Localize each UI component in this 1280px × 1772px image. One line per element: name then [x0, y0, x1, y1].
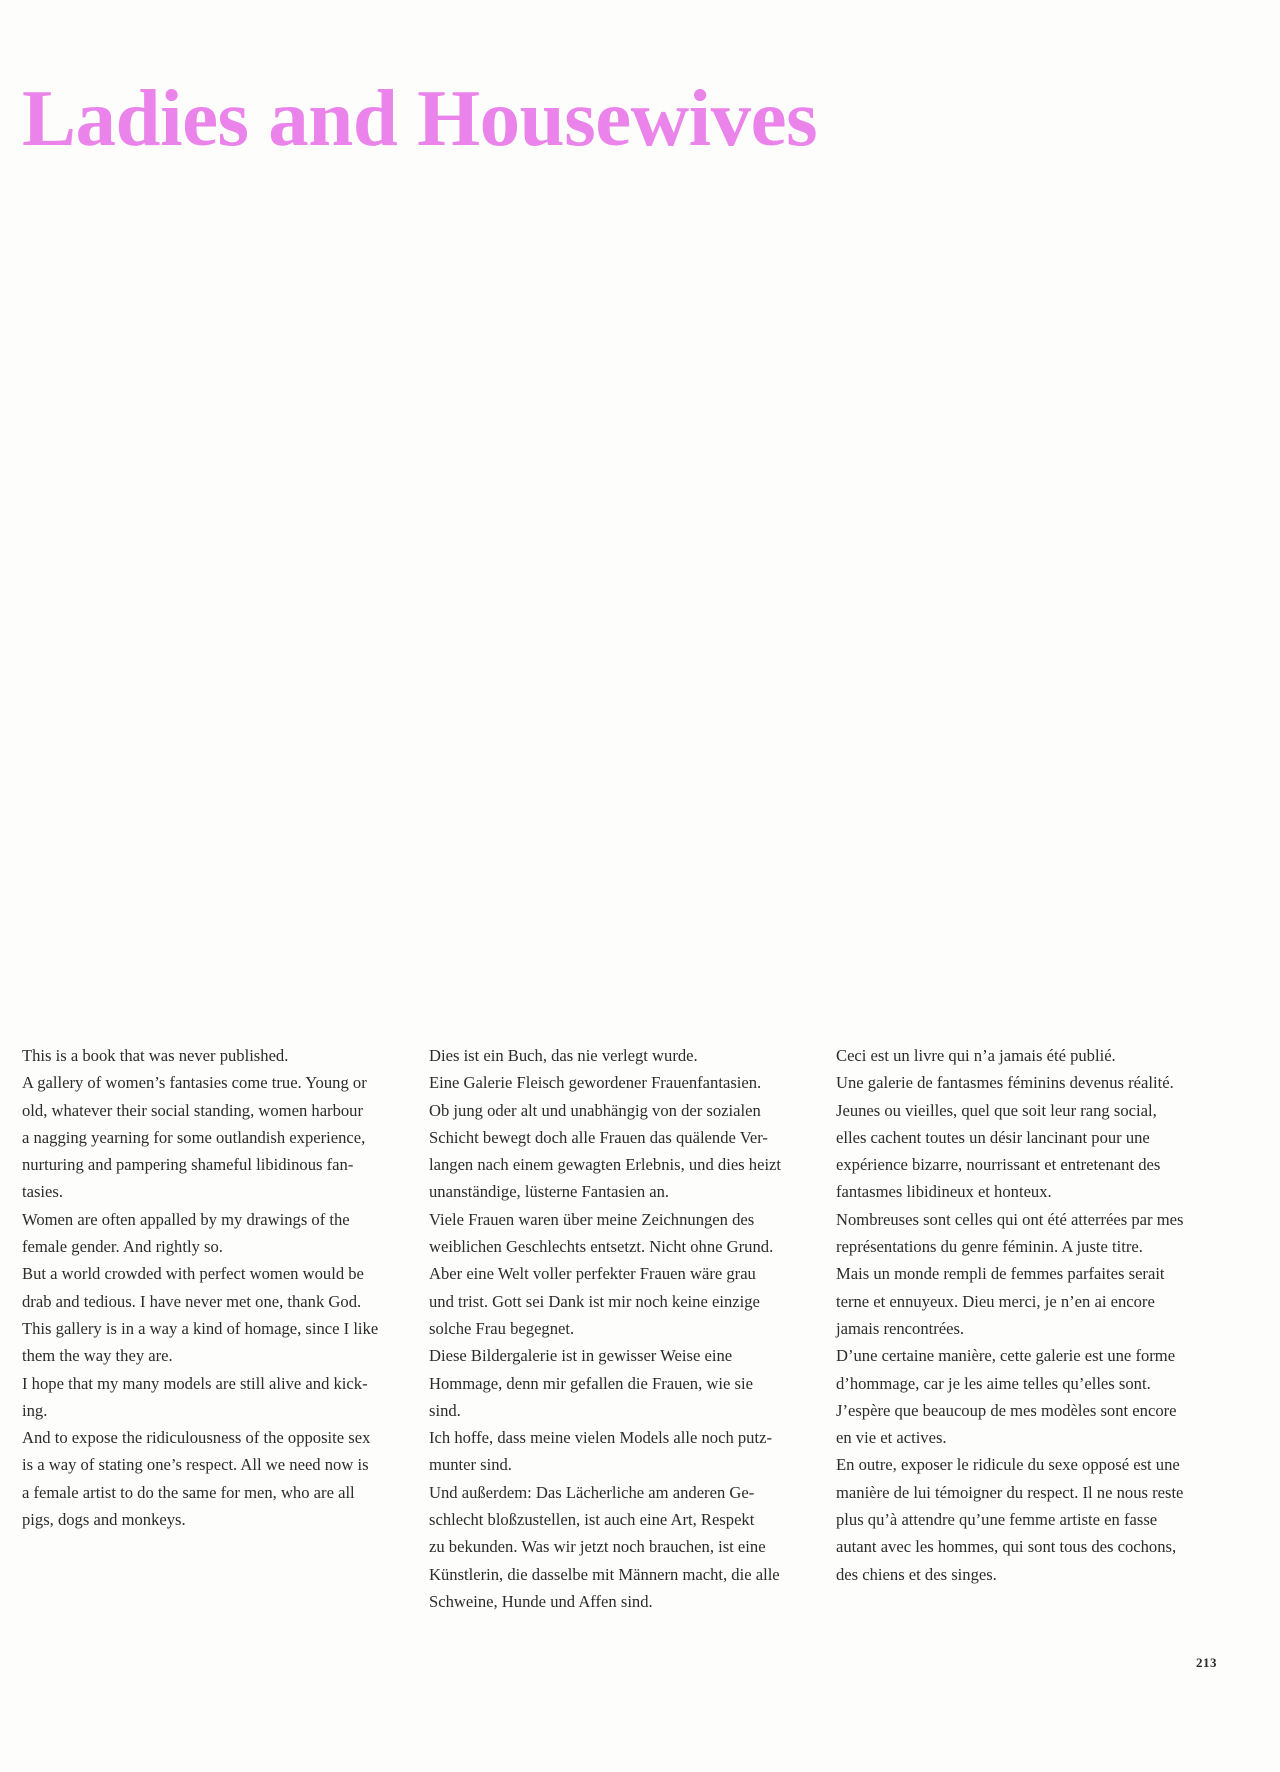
page-title: Ladies and Housewives — [22, 73, 818, 163]
text-line: Schweine, Hunde und Affen sind. — [429, 1591, 653, 1611]
text-line: Ich hoffe, dass meine vielen Models alle noch putz- — [429, 1428, 772, 1448]
text-line: solche Frau begegnet. — [429, 1318, 575, 1338]
text-line: fantasmes libidineux et honteux. — [836, 1182, 1052, 1202]
english-text-column — [22, 1042, 407, 1533]
text-line: And to expose the ridiculousness of the opposite sex — [22, 1428, 371, 1448]
text-line: Schicht bewegt doch alle Frauen das quälende Ver- — [429, 1127, 768, 1147]
text-line: Women are often appalled by my drawings of the — [22, 1209, 350, 1229]
text-line: elles cachent toutes un désir lancinant pour une — [836, 1127, 1150, 1147]
text-line: plus qu’à attendre qu’une femme artiste en fasse — [836, 1510, 1158, 1530]
text-line: Nombreuses sont celles qui ont été atterrées par mes — [836, 1209, 1184, 1229]
text-line: is a way of stating one’s respect. All we need now is — [22, 1455, 369, 1475]
text-line: female gender. And rightly so. — [22, 1237, 223, 1257]
text-line: ing. — [22, 1400, 48, 1420]
text-line: und trist. Gott sei Dank ist mir noch keine einzige — [429, 1291, 760, 1311]
text-line: Künstlerin, die dasselbe mit Männern macht, die alle — [429, 1564, 780, 1584]
text-line: des chiens et des singes. — [836, 1564, 997, 1584]
text-line: Dies ist ein Buch, das nie verlegt wurde. — [429, 1046, 698, 1065]
text-line: Viele Frauen waren über meine Zeichnungen des — [429, 1209, 755, 1229]
text-line: zu bekunden. Was wir jetzt noch brauchen, ist eine — [429, 1537, 766, 1557]
text-line: d’hommage, car je les aime telles qu’elles sont. — [836, 1373, 1151, 1393]
german-text-column — [429, 1042, 814, 1615]
text-line: Ceci est un livre qui n’a jamais été publié. — [836, 1046, 1116, 1065]
text-line: langen nach einem gewagten Erlebnis, und dies heizt — [429, 1155, 782, 1175]
text-line: nurturing and pampering shameful libidinous fan- — [22, 1155, 354, 1175]
text-line: expérience bizarre, nourrissant et entretenant des — [836, 1155, 1161, 1175]
text-line: en vie et actives. — [836, 1428, 947, 1448]
text-line: a nagging yearning for some outlandish experience, — [22, 1127, 366, 1147]
text-line: manière de lui témoigner du respect. Il ne nous reste — [836, 1482, 1184, 1502]
text-line: Und außerdem: Das Lächerliche am anderen Ge- — [429, 1482, 755, 1502]
text-line: pigs, dogs and monkeys. — [22, 1510, 186, 1530]
page-number: 213 — [1196, 1655, 1217, 1670]
text-line: A gallery of women’s fantasies come true. Young or — [22, 1073, 367, 1093]
text-line: This is a book that was never published. — [22, 1046, 289, 1065]
text-line: weiblichen Geschlechts entsetzt. Nicht ohne Grund. — [429, 1237, 774, 1257]
text-line: terne et ennuyeux. Dieu merci, je n’en ai encore — [836, 1291, 1155, 1311]
text-line: unanständige, lüsterne Fantasien an. — [429, 1182, 670, 1202]
text-line: sind. — [429, 1400, 461, 1420]
text-line: Eine Galerie Fleisch gewordener Frauenfantasien. — [429, 1073, 762, 1093]
text-line: représentations du genre féminin. A juste titre. — [836, 1237, 1143, 1257]
text-line: schlecht bloßzustellen, ist auch eine Art, Respekt — [429, 1510, 755, 1530]
text-line: Hommage, denn mir gefallen die Frauen, wie sie — [429, 1373, 753, 1393]
text-line: them the way they are. — [22, 1346, 173, 1366]
text-line: Diese Bildergalerie ist in gewisser Weise eine — [429, 1346, 733, 1366]
text-line: This gallery is in a way a kind of homage, since I like — [22, 1318, 379, 1338]
text-line: jamais rencontrées. — [836, 1318, 965, 1338]
french-text-column — [836, 1042, 1236, 1588]
text-line: tasies. — [22, 1182, 64, 1202]
text-line: D’une certaine manière, cette galerie est une forme — [836, 1346, 1176, 1366]
text-line: Une galerie de fantasmes féminins devenus réalité. — [836, 1073, 1174, 1093]
text-line: a female artist to do the same for men, who are all — [22, 1482, 355, 1502]
text-line: J’espère que beaucoup de mes modèles sont encore — [836, 1400, 1177, 1420]
text-line: munter sind. — [429, 1455, 512, 1475]
text-line: old, whatever their social standing, women harbour — [22, 1100, 363, 1120]
text-line: Mais un monde rempli de femmes parfaites serait — [836, 1264, 1165, 1284]
text-line: Jeunes ou vieilles, quel que soit leur rang social, — [836, 1100, 1157, 1120]
text-line: En outre, exposer le ridicule du sexe opposé est une — [836, 1455, 1180, 1475]
text-line: Aber eine Welt voller perfekter Frauen wäre grau — [429, 1264, 756, 1284]
text-line: drab and tedious. I have never met one, thank God. — [22, 1291, 362, 1311]
text-line: But a world crowded with perfect women would be — [22, 1264, 364, 1284]
text-line: I hope that my many models are still alive and kick- — [22, 1373, 368, 1393]
text-line: autant avec les hommes, qui sont tous des cochons, — [836, 1537, 1177, 1557]
text-line: Ob jung oder alt und unabhängig von der sozialen — [429, 1100, 761, 1120]
